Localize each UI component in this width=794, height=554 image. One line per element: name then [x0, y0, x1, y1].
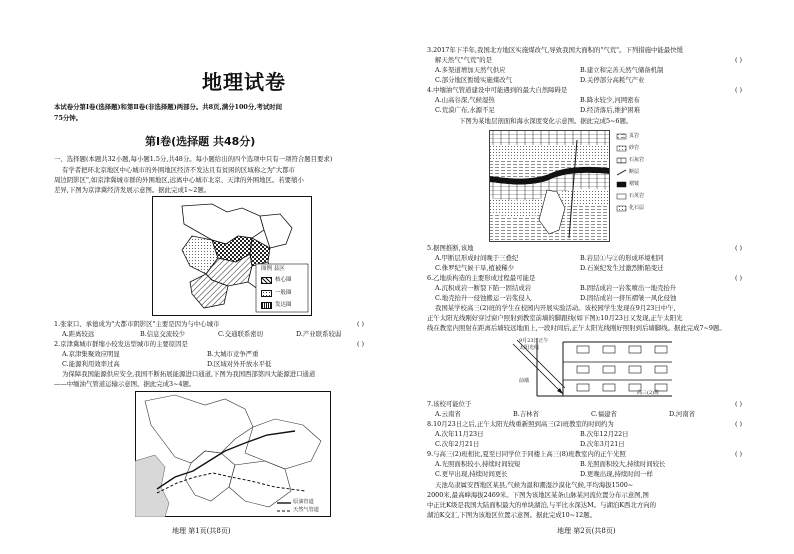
diagram-label-date: 9月23日正午: [519, 338, 549, 344]
strata-legend-item: 断层: [629, 169, 640, 175]
q6-stem: 6.乙地质构造的主要形成过程最可能是: [427, 274, 536, 282]
q5-option-d: D.石炭纪发生过激烈断陷变迁: [580, 264, 664, 272]
q9-stem: 9.与高三(2)班相比,夏至日同学位于同楼上高三(8)班教室内的正午光照: [427, 450, 626, 458]
q7-answer-paren: ( ): [735, 400, 743, 408]
q3-option-b: B.建立和完善天然气储备机制: [580, 66, 664, 74]
q1-option-a: A.距离较远: [62, 330, 95, 338]
page-2-footer: 地理 第2页(共8页): [557, 527, 616, 535]
q6-options-row-2: [435, 294, 725, 304]
q7-option-b: B.吉林省: [513, 410, 539, 418]
q4-option-c: C.荒漠广布,水源不足: [435, 106, 495, 114]
q4-option-b: B.降水较少,河网密布: [580, 96, 640, 104]
exam-title: 地理试卷: [202, 70, 286, 94]
q5-options-row-2: [435, 264, 725, 274]
diagram-label-front-wall: 前墙: [519, 378, 530, 384]
map-2-legend-oil: 原油管道: [293, 499, 314, 505]
passage-1-line-3: 差异,下图为京津冀经济发展示意图。据此完成1~2题。: [54, 186, 211, 194]
strata-legend-item: 化石层: [629, 205, 645, 211]
q6-option-c: C.地壳抬升一侵蚀搬运一岩浆侵入: [435, 294, 532, 302]
strata-legend-item: 石英岩: [629, 193, 645, 199]
q5-stem: 5.据图推断,该地: [427, 244, 474, 252]
map-1-legend: [258, 266, 308, 314]
legend-swatch-dots: [261, 290, 272, 297]
q1-stem: 1.张家口、承德成为"大都市阴影区"主要是因为与中心城市: [54, 320, 220, 328]
legend-item: 发达圈: [261, 301, 308, 311]
q7-option-a: A.云南省: [435, 410, 461, 418]
q1-answer-paren: ( ): [357, 320, 365, 328]
passage-5-line-1: 天池岛隶属安西地区某县,气候为温和潮湿沙漠化气候,平均海拔1500~: [435, 481, 634, 489]
q5-answer-paren: ( ): [735, 244, 743, 252]
q7-options: [435, 410, 747, 420]
page-1-footer: 地理 第1页(共8页): [172, 527, 231, 535]
strata-legend-item: 页岩: [629, 133, 640, 139]
legend-title: 图例 县区: [261, 266, 285, 272]
q4-options-row-1: [435, 96, 725, 106]
q3-option-c: C.部分地区暂缓实施煤改气: [435, 76, 512, 84]
q9-options-row-1: [435, 460, 725, 470]
q8-option-a: A.次年11月23日: [435, 430, 484, 438]
strata-legend-item: 石灰岩: [629, 157, 645, 163]
q6-option-b: B.固结成岩一岩浆喷出一地壳抬升: [580, 284, 677, 292]
q3-stem-line-2: 解天然气"气荒"的是: [435, 56, 493, 64]
passage-5-line-2: 2000米,最高峰海拔2469米。下图为该地区某条山脉某河流位置分布示意图,图: [427, 491, 649, 499]
q3-options-row-2: [435, 76, 725, 86]
q5-option-c: C.侏罗纪气候干旱,植被稀少: [435, 264, 515, 272]
q3-options-row-1: [435, 66, 725, 76]
q2-option-c: C.能源利用效率过高: [62, 360, 120, 368]
q3-stem-line-1: 3.2017年下半年,我国北方地区实施煤改气,导致我国大面积的"气荒"。下列措施中能最快缓: [427, 46, 683, 54]
q2-answer-paren: ( ): [357, 340, 365, 348]
q3-option-a: A.多渠道增加天然气供应: [435, 66, 506, 74]
q6-options-row-1: [435, 284, 725, 294]
q9-answer-paren: ( ): [735, 450, 743, 458]
legend-item: 核心圈: [261, 276, 308, 286]
strata-legend: [629, 130, 644, 214]
q7-option-d: D.河南省: [669, 410, 696, 418]
q1-option-d: D.产业联系较弱: [296, 330, 342, 338]
q9-option-b: B.光照面积较大,持续时间较长: [580, 460, 666, 468]
q4-answer-paren: ( ): [735, 86, 743, 94]
q4-option-d: D.经济落后,维护困难: [580, 106, 641, 114]
passage-4-line-1: 我国某学校高三(2)班的学生在校园内开展实验活动。该校园学生发现在9月23日中午,: [435, 304, 676, 312]
q3-answer-paren: ( ): [735, 56, 743, 64]
choice-instruction: 一、选择题(本题共32小题,每小题1.5分,共48分。每小题给出的四个选项中只有一项符合题目要求): [54, 155, 333, 163]
q1-option-c: C.交通联系密切: [218, 330, 264, 338]
q9-option-d: D.更晚出现,持续时间一样: [580, 470, 653, 478]
intro-line-1: 本试卷分第Ⅰ卷(选择题)和第Ⅱ卷(非选择题)两部分。共8页,满分100分,考试时间: [54, 103, 283, 111]
q3-option-d: D.关停部分高耗气产业: [580, 76, 645, 84]
q6-option-d: D.固结成岩一挤压褶皱一风化侵蚀: [580, 294, 677, 302]
passage-3: 下图为某地层剖面和海水深度变化示意图。据此完成5~6题。: [459, 117, 633, 125]
q2-stem: 2.京津冀城市群缩小较发达型城市的主要原因是: [54, 340, 188, 348]
legend-swatch-hatch: [261, 277, 272, 284]
q7-stem: 7.该校可能位于: [427, 400, 472, 408]
q6-answer-paren: ( ): [735, 274, 743, 282]
q9-options-row-2: [435, 470, 725, 480]
q8-option-d: D.次年3月21日: [580, 440, 625, 448]
q8-option-c: C.次年2月21日: [435, 440, 480, 448]
q8-options-row-1: [435, 430, 725, 440]
q8-option-b: B.次年12月22日: [580, 430, 629, 438]
legend-swatch-checker: [261, 302, 272, 309]
passage-1-line-1: 有学者把环北京地区中心城市的外围地区经济不发达且有贫困的区域称之为"大都市: [62, 166, 296, 174]
diagram-label-class: 高三(2)班: [637, 390, 660, 396]
section-1-heading: 第Ⅰ卷(选择题 共48分): [145, 135, 256, 148]
q5-options-row-1: [435, 254, 725, 264]
q1-option-b: B.信息交流较少: [140, 330, 186, 338]
q2-options-row-2: [62, 360, 352, 370]
q9-option-a: A.光照面积较小,持续时间较短: [435, 460, 521, 468]
q4-option-a: A.山高谷深,气候湿热: [435, 96, 495, 104]
passage-1-line-2: 周边阴影区",如京津冀城市群的外围地区,远离中心城市北京、天津的外围地区。若要缩小: [54, 176, 304, 184]
legend-item: 一般圈: [261, 289, 308, 299]
q6-option-a: A.沉积成岩一断裂下陷一固结成岩: [435, 284, 532, 292]
q9-option-c: C.更早出现,持续时间更长: [435, 470, 508, 478]
map-2-legend-gas: 天然气管道: [293, 507, 319, 513]
passage-4-line-2: 正午太阳光线刚好穿过窗户照射到教室前墙的脚跟线(如下图);10月23日又发现,正午太阳光: [427, 314, 683, 322]
passage-4-line-3: 线在教室内照射在距离后墙较远地面上,一段时间后,正午太阳光线刚好照射到后墙脚线。据此完成7~9题。: [427, 324, 726, 332]
q2-option-d: D.区域对外开放水平低: [207, 360, 272, 368]
passage-5-line-3: 中正比K级是我国大陆面积最大的单块湖泊,与平比水深达M。与湖泊K西北方向的: [427, 501, 657, 509]
q7-option-c: C.福建省: [591, 410, 617, 418]
strata-legend-item: 褶皱: [629, 181, 640, 187]
q8-options-row-2: [435, 440, 725, 450]
q2-option-a: A.京津集聚效应明显: [62, 350, 120, 358]
q4-options-row-2: [435, 106, 725, 116]
strata-legend-item: 砂岩: [629, 145, 640, 151]
q2-option-b: B.大城市竞争严重: [207, 350, 259, 358]
page-2: [397, 0, 794, 554]
q8-answer-paren: ( ): [735, 420, 743, 428]
q8-stem: 8.10月23日之后,正午太阳光线重新照到高三(2)班教室的时间约为: [427, 420, 614, 428]
q4-stem: 4.中缅油气管道建设中可能遇到的最大自然障碍是: [427, 86, 568, 94]
diagram-label-sunray: 太阳光线: [519, 345, 540, 351]
q2-options-row-1: [62, 350, 352, 360]
passage-2-line-1: 为保障我国能源供应安全,我国不断拓展能源进口通道,下图为我国西部第四大能源进口通道: [62, 370, 316, 378]
passage-5-line-4: 湖泊K交汇,下图为该地区位置示意图。据此完成10~12题。: [427, 511, 597, 519]
q5-option-b: B.岩层①与②的形成环境相同: [580, 254, 664, 262]
q5-option-a: A.甲断层形成时间晚于三叠纪: [435, 254, 519, 262]
intro-line-2: 75分钟。: [54, 114, 83, 122]
q1-options: [62, 330, 374, 340]
passage-2-line-2: ——中缅油气管道运输示意图。据此完成3~4题。: [54, 380, 196, 388]
